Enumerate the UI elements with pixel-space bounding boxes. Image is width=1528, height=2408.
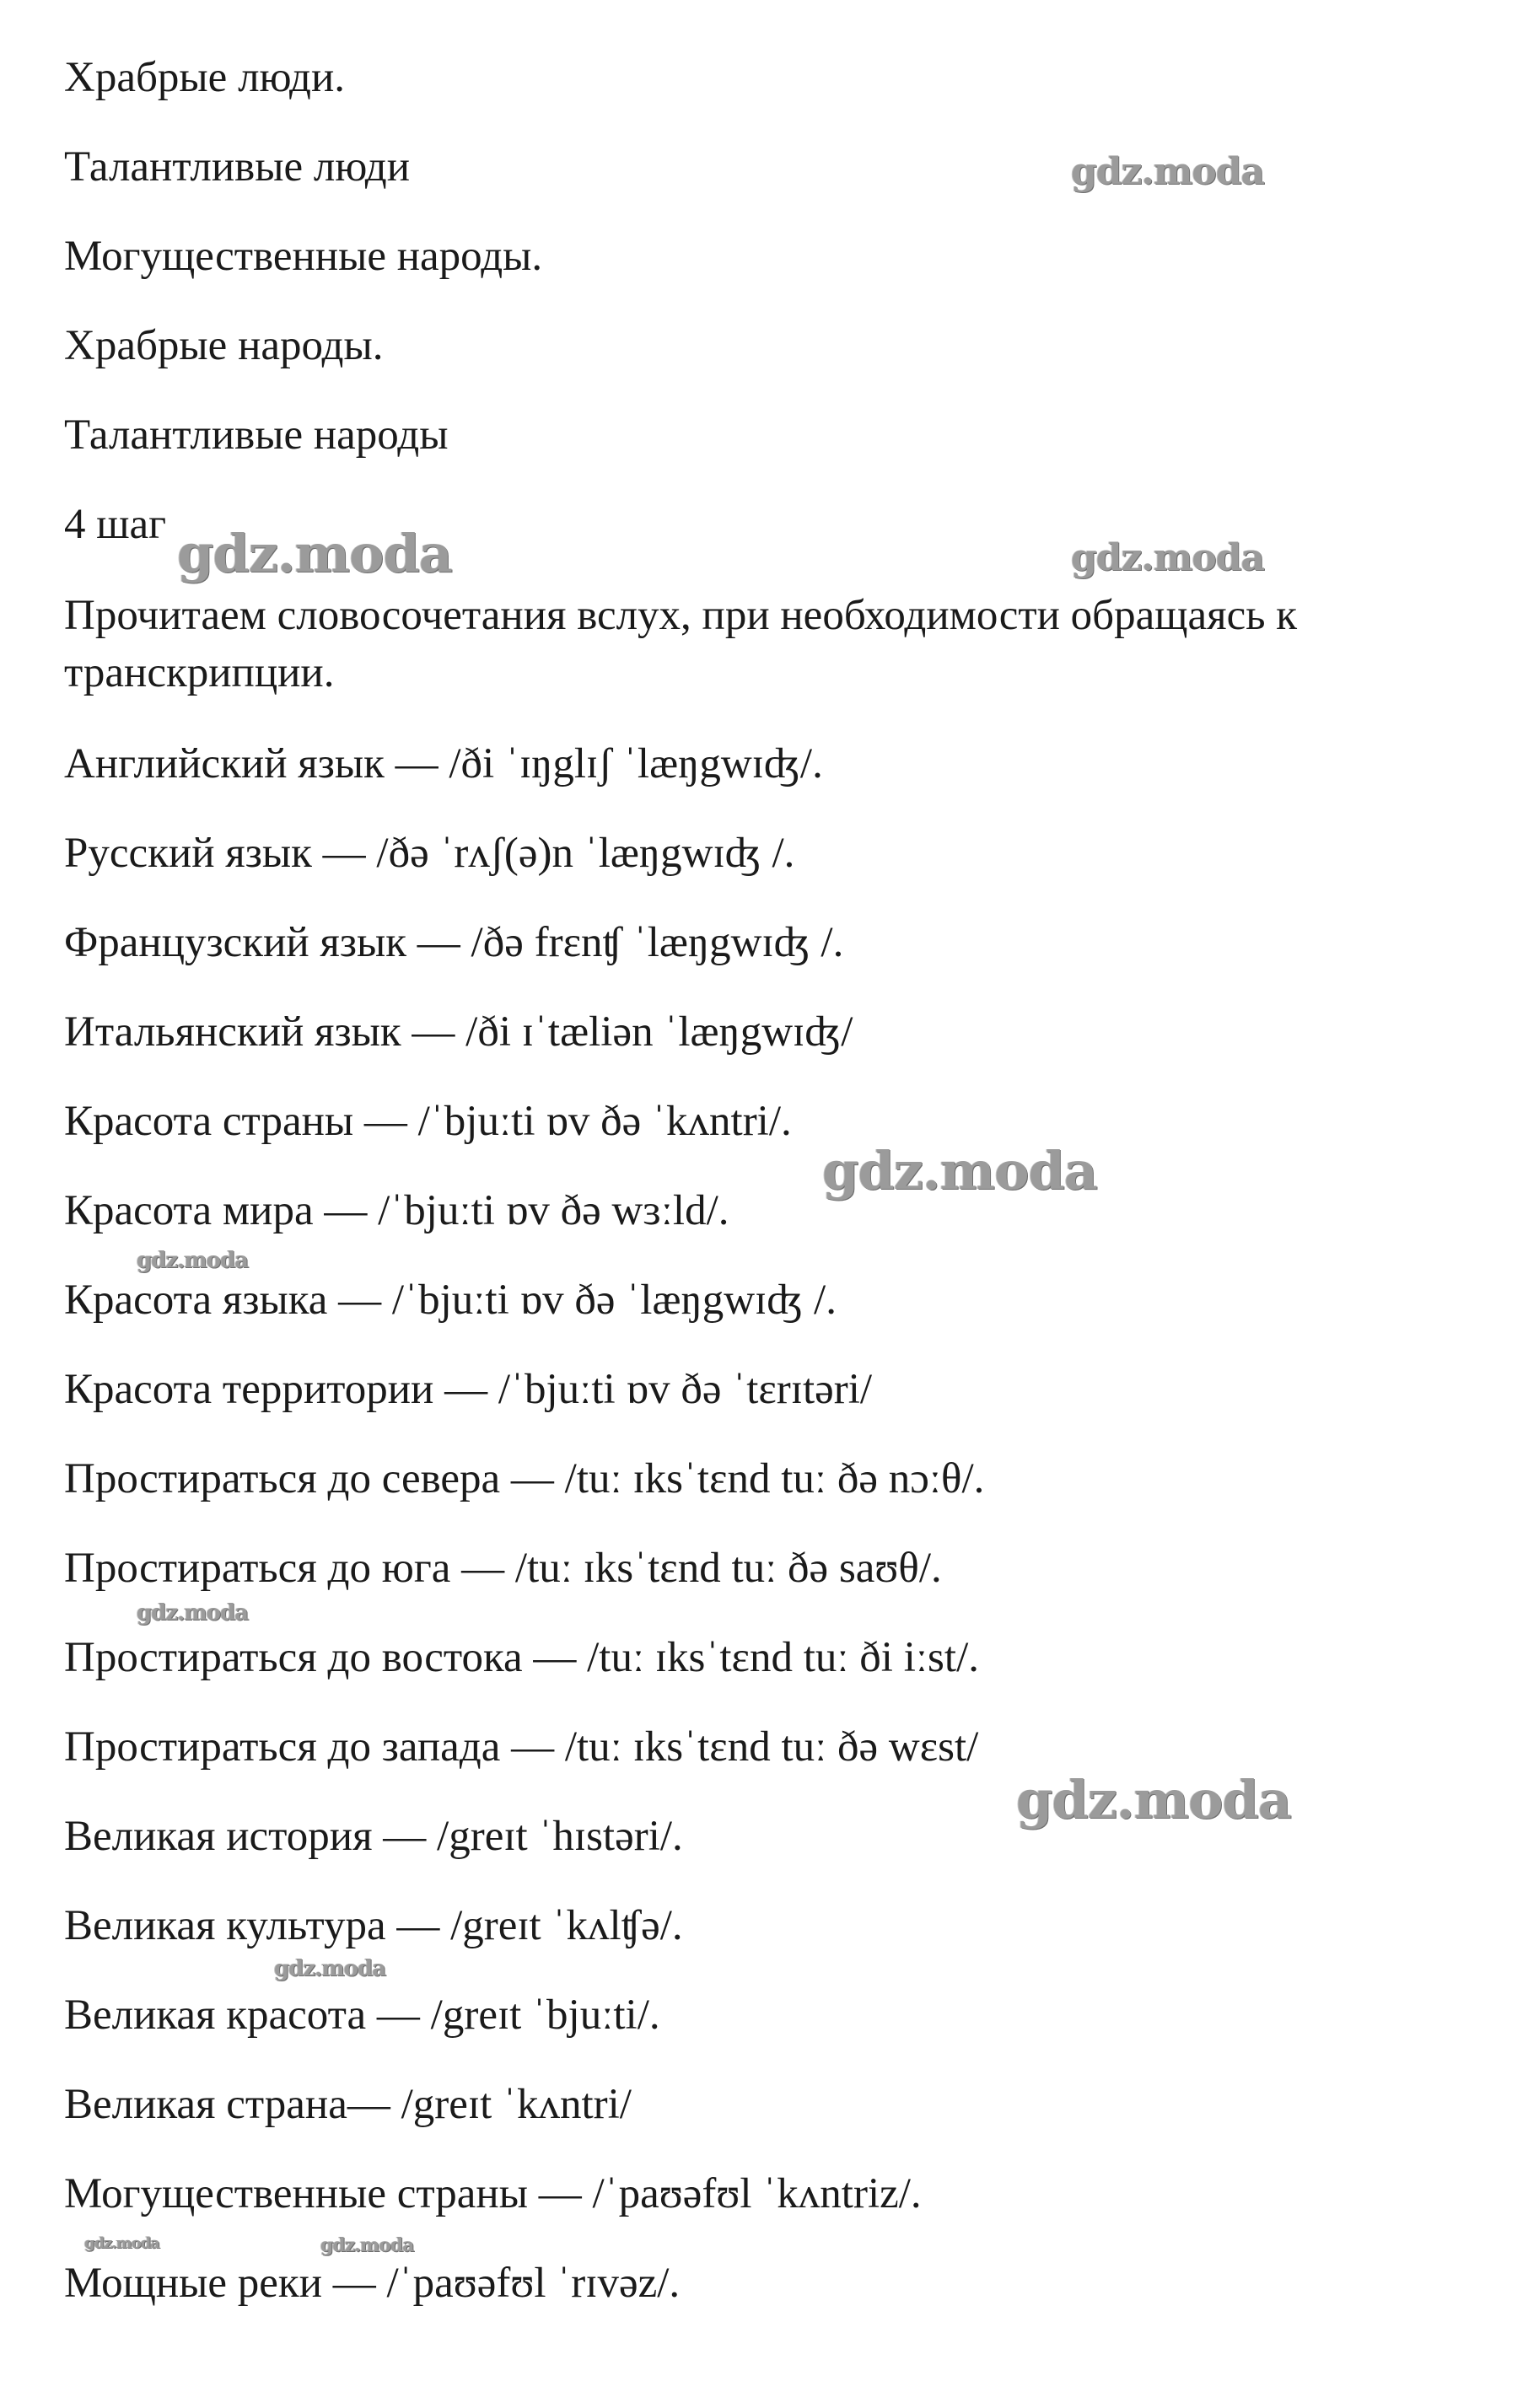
watermark: gdz.moda — [84, 2234, 159, 2252]
phrase-line: Красота мира — /ˈbjuːti ɒv ðə wɜːld/. — [64, 1187, 729, 1234]
instruction-paragraph: Прочитаем словосочетания вслух, при необходимости обращаясь к транскрипции. — [64, 592, 1298, 696]
phrase-line: Итальянский язык — /ði ɪˈtæliən ˈlæŋgwɪʤ/ — [64, 1008, 853, 1056]
phrase-line: Английский язык — /ði ˈɪŋglɪʃ ˈlæŋgwɪʤ/. — [64, 740, 823, 787]
phrase-line: Простираться до севера — /tuː ɪksˈtɛnd tuː ðə nɔːθ/. — [64, 1455, 985, 1502]
phrase-line: Красота страны — /ˈbjuːti ɒv ðə ˈkʌntri/. — [64, 1098, 792, 1145]
watermark: gdz.moda — [177, 523, 452, 584]
text-line: Талантливые люди — [64, 143, 411, 191]
text-line: Храбрые люди. — [64, 54, 346, 101]
phrase-line: Могущественные страны — /ˈpaʊəfʊl ˈkʌntriz/. — [64, 2170, 922, 2217]
phrase-line: Великая история — /greɪt ˈhɪstəri/. — [64, 1813, 683, 1860]
phrase-line: Простираться до востока — /tuː ɪksˈtɛnd tuː ði iːst/. — [64, 1634, 979, 1681]
text-line: Могущественные народы. — [64, 233, 543, 280]
phrase-line: Великая культура — /greɪt ˈkʌlʧə/. — [64, 1902, 683, 1949]
phrase-line: Мощные реки — /ˈpaʊəfʊl ˈrɪvəz/. — [64, 2260, 681, 2307]
phrase-line: Простираться до запада — /tuː ɪksˈtɛnd tuː ðə wɛst/ — [64, 1723, 979, 1771]
watermark: gdz.moda — [1071, 536, 1265, 579]
phrase-line: Французский язык — /ðə frɛnʧ ˈlæŋgwɪʤ /. — [64, 919, 844, 966]
text-line: Талантливые народы — [64, 411, 449, 459]
step-heading: 4 шаг — [64, 501, 167, 548]
watermark: gdz.moda — [137, 1248, 249, 1273]
phrase-line: Красота территории — /ˈbjuːti ɒv ðə ˈtɛrɪtəri/ — [64, 1366, 873, 1413]
watermark: gdz.moda — [1016, 1769, 1291, 1830]
phrase-line: Красота языка — /ˈbjuːti ɒv ðə ˈlæŋgwɪʤ /. — [64, 1277, 837, 1324]
text-line: Храбрые народы. — [64, 322, 384, 369]
phrase-line: Простираться до юга — /tuː ɪksˈtɛnd tuː ðə saʊθ/. — [64, 1545, 942, 1592]
phrase-line: Великая красота — /greɪt ˈbjuːti/. — [64, 1991, 660, 2039]
watermark: gdz.moda — [1071, 150, 1265, 193]
watermark: gdz.moda — [274, 1956, 386, 1981]
watermark: gdz.moda — [822, 1140, 1097, 1201]
phrase-line: Русский язык — /ðə ˈrʌʃ(ə)n ˈlæŋgwɪʤ /. — [64, 830, 795, 877]
phrase-line: Великая страна— /greɪt ˈkʌntri/ — [64, 2081, 632, 2128]
watermark: gdz.moda — [137, 1600, 249, 1626]
watermark: gdz.moda — [320, 2234, 414, 2256]
